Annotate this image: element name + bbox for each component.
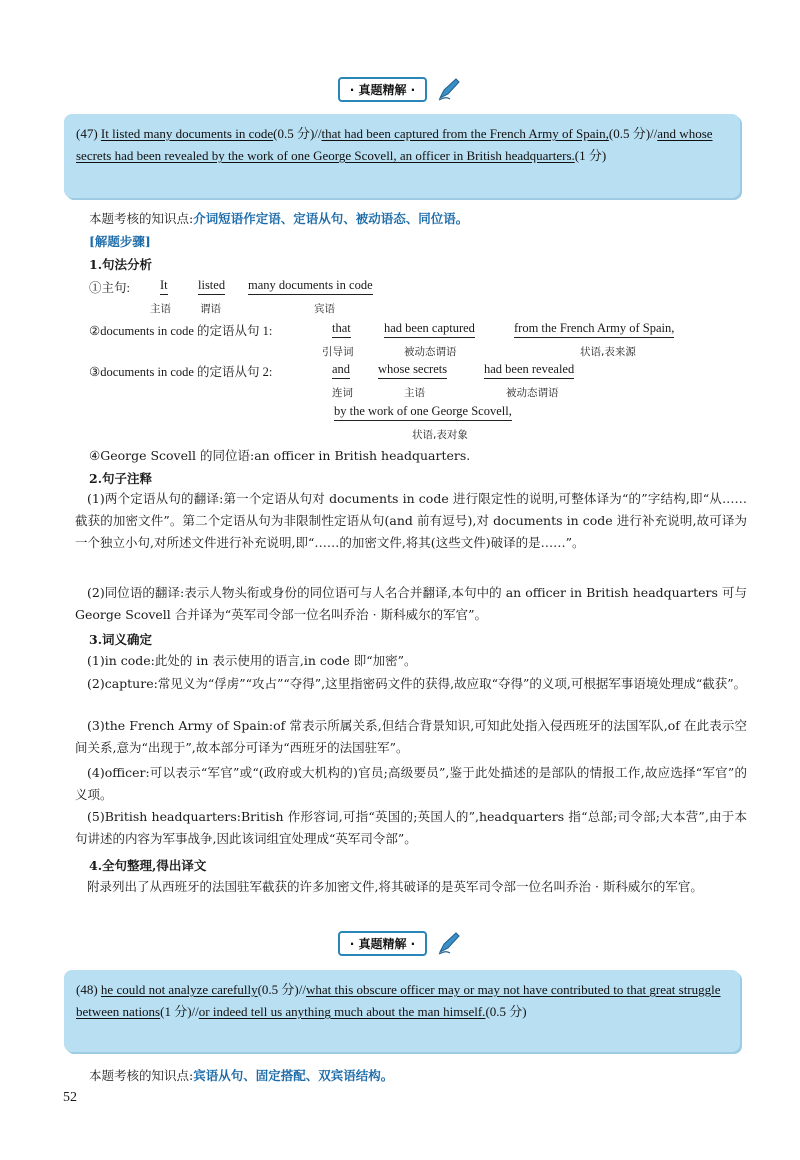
- score-3: (1 分): [574, 148, 607, 163]
- section-3-paragraph-4: (4)officer:可以表示“军官”或“(政府或大机构的)官员;高级要员”,鉴于此处描述的是部队的情报工作,故应选择“军官”的义项。: [75, 765, 747, 802]
- answer-segment-3: and whose secrets had been revealed by the work of one George Scovell, an officer in British headquarters.: [76, 126, 713, 163]
- analysis-3-lead: ③documents in code 的定语从句 2:: [89, 365, 273, 379]
- pen-icon: [436, 76, 462, 102]
- steps-heading: [解题步骤]: [89, 234, 151, 249]
- analysis-3-conj: and: [332, 362, 350, 379]
- knowledge-value: 宾语从句、固定搭配、双宾语结构。: [193, 1068, 394, 1083]
- label-predicate: 谓语: [200, 303, 221, 315]
- section-3-paragraph-5: (5)British headquarters:British 作形容词,可指“英国的;英国人的”,headquarters 指“总部;司令部;大本营”,由于本句讲述的内容为军事战争,因此该词组宜处理成“英军司令部”。: [75, 809, 747, 846]
- knowledge-label: 本题考核的知识点:: [89, 1068, 194, 1083]
- knowledge-point-1: [89, 209, 468, 227]
- analysis-1-object: many documents in code: [248, 278, 373, 295]
- label-subject: 主语: [150, 303, 171, 315]
- badge-label: · 真题精解 ·: [338, 931, 427, 956]
- section-2-paragraph-2: (2)同位语的翻译:表示人物头衔或身份的同位语可与人名合并翻译,本句中的 an officer in British headquarters 可与 George Scovell 合并译为“英军司令部一位名叫乔治 · 斯科威尔的军官”。: [75, 585, 747, 622]
- analysis-1-predicate: listed: [198, 278, 225, 295]
- label-subject-2: 主语: [404, 387, 425, 399]
- score-3: (0.5 分): [485, 1004, 527, 1019]
- label-adverbial-object: 状语,表对象: [412, 429, 468, 441]
- section-3-paragraph-2: (2)capture:常见义为“俘虏”“攻占”“夺得”,这里指密码文件的获得,故应取“夺得”的义项,可根据军事语境处理成“截获”。: [87, 676, 747, 691]
- section-3-paragraph-3: (3)the French Army of Spain:of 常表示所属关系,但结合背景知识,可知此处指入侵西班牙的法国军队,of 在此表示空间关系,意为“出现于”,故本部分可译为“西班牙的法国驻军”。: [75, 718, 747, 755]
- analysis-3-adverbial: by the work of one George Scovell,: [334, 404, 512, 421]
- answer-segment-2: what this obscure officer may or may not have contributed to that great struggle between nations: [76, 982, 721, 1019]
- analysis-2-passive: had been captured: [384, 321, 475, 338]
- analysis-2-lead: ②documents in code 的定语从句 1:: [89, 324, 273, 338]
- label-passive: 被动态谓语: [404, 346, 457, 358]
- analysis-1-lead: ①主句:: [89, 281, 130, 295]
- label-conj: 连词: [332, 387, 353, 399]
- question-number: (48): [76, 982, 98, 997]
- label-passive-2: 被动态谓语: [506, 387, 559, 399]
- answer-segment-2: that had been captured from the French Army of Spain,: [321, 126, 609, 141]
- question-number: (47): [76, 126, 98, 141]
- answer-segment-1: It listed many documents in code: [100, 126, 274, 141]
- knowledge-value: 介词短语作定语、定语从句、被动语态、同位语。: [193, 211, 469, 226]
- knowledge-point-2: [89, 1066, 393, 1084]
- score-1: (0.5 分)//: [273, 126, 322, 141]
- knowledge-label: 本题考核的知识点:: [89, 211, 194, 226]
- section-3-heading: 3.词义确定: [89, 632, 153, 647]
- section-badge-1: [0, 76, 800, 102]
- label-adverbial-source: 状语,表来源: [580, 346, 636, 358]
- analysis-3-passive: had been revealed: [484, 362, 574, 379]
- badge-label: · 真题精解 ·: [338, 77, 427, 102]
- analysis-2-adverbial: from the French Army of Spain,: [514, 321, 674, 338]
- score-1: (0.5 分)//: [257, 982, 306, 997]
- score-2: (1 分)//: [160, 1004, 199, 1019]
- label-relative: 引导词: [322, 346, 354, 358]
- page-number: 52: [63, 1090, 77, 1105]
- section-1-heading: 1.句法分析: [89, 257, 153, 272]
- section-4-paragraph: 附录列出了从西班牙的法国驻军截获的许多加密文件,将其破译的是英军司令部一位名叫乔治 · 斯科威尔的军官。: [87, 879, 703, 894]
- analysis-3-subject: whose secrets: [378, 362, 447, 379]
- section-4-heading: 4.全句整理,得出译文: [89, 858, 207, 873]
- section-badge-2: [0, 930, 800, 956]
- answer-segment-3: or indeed tell us anything much about the man himself.: [198, 1004, 486, 1019]
- section-3-paragraph-1: (1)in code:此处的 in 表示使用的语言,in code 即“加密”。: [87, 653, 417, 668]
- question-47-box: [64, 114, 740, 198]
- section-2-heading: 2.句子注释: [89, 471, 153, 486]
- analysis-1-subject: It: [160, 278, 168, 295]
- analysis-2-relative: that: [332, 321, 351, 338]
- pen-icon: [436, 930, 462, 956]
- label-object: 宾语: [314, 303, 335, 315]
- score-2: (0.5 分)//: [608, 126, 658, 141]
- section-2-paragraph-1: (1)两个定语从句的翻译:第一个定语从句对 documents in code 进行限定性的说明,可整体译为“的”字结构,即“从……截获的加密文件”。第二个定语从句为非限制性定语从句(and 前有逗号),对 documents in code 进行补充说明,故可译为一个独立小句,对所述文件进行补充说明,即“……的加密文件,将其(这些文件)破译的是……”。: [75, 491, 747, 550]
- answer-segment-1: he could not analyze carefully: [100, 982, 258, 997]
- analysis-4: ④George Scovell 的同位语:an officer in British headquarters.: [89, 448, 471, 463]
- question-48-box: [64, 970, 740, 1052]
